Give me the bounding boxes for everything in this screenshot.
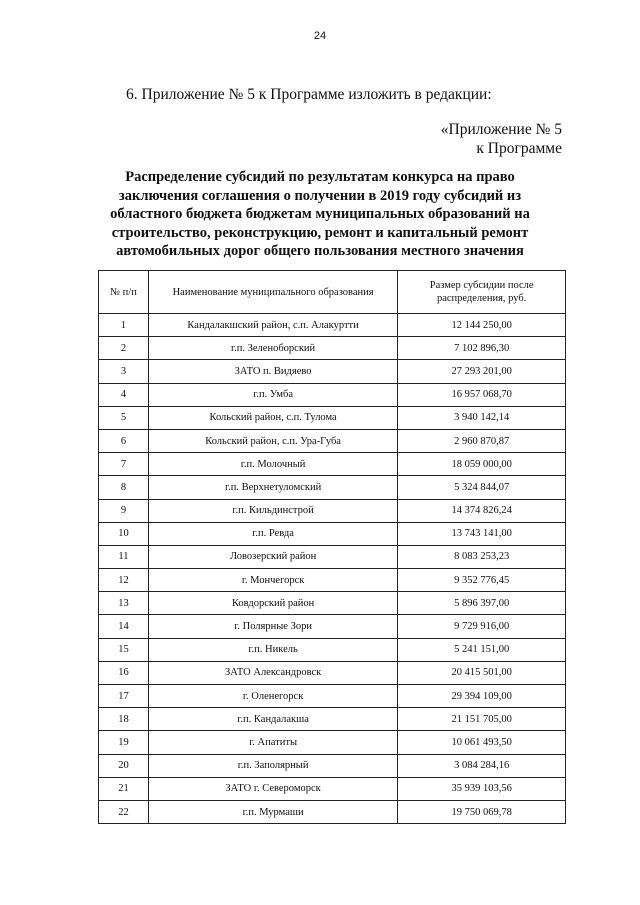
table-row — [99, 360, 566, 383]
table-row — [99, 314, 566, 337]
municipality-name: г.п. Верхнетуломский — [148, 476, 397, 499]
subsidy-amount: 21 151 705,00 — [398, 708, 566, 731]
table-row — [99, 545, 566, 568]
appendix-line-1: «Приложение № 5 — [440, 121, 562, 138]
table-body — [99, 314, 566, 824]
table-row — [99, 406, 566, 429]
municipality-name: г.п. Молочный — [148, 453, 397, 476]
row-number: 4 — [99, 383, 149, 406]
table-row — [99, 754, 566, 777]
municipality-name: г.п. Умба — [148, 383, 397, 406]
table-row — [99, 429, 566, 452]
row-number: 3 — [99, 360, 149, 383]
table-row — [99, 522, 566, 545]
table-row — [99, 731, 566, 754]
document-title — [60, 168, 580, 261]
row-number: 16 — [99, 661, 149, 684]
row-number: 20 — [99, 754, 149, 777]
subsidy-amount: 27 293 201,00 — [398, 360, 566, 383]
municipality-name: г.п. Мурмаши — [148, 800, 397, 823]
table-row — [99, 615, 566, 638]
municipality-name: ЗАТО п. Видяево — [148, 360, 397, 383]
row-number: 10 — [99, 522, 149, 545]
row-number: 18 — [99, 708, 149, 731]
municipality-name: г. Оленегорск — [148, 685, 397, 708]
subsidy-amount: 5 324 844,07 — [398, 476, 566, 499]
table-row — [99, 638, 566, 661]
title-line-3: областного бюджета бюджетам муниципальных образований на — [110, 206, 530, 222]
row-number: 12 — [99, 569, 149, 592]
municipality-name: г.п. Кандалакша — [148, 708, 397, 731]
header-municipality: Наименование муниципального образования — [148, 271, 397, 314]
subsidy-amount: 3 084 284,16 — [398, 754, 566, 777]
municipality-name: Ловозерский район — [148, 545, 397, 568]
subsidy-amount: 10 061 493,50 — [398, 731, 566, 754]
subsidy-amount: 18 059 000,00 — [398, 453, 566, 476]
title-line-1: Распределение субсидий по результатам конкурса на право — [125, 169, 515, 185]
subsidy-amount: 20 415 501,00 — [398, 661, 566, 684]
subsidy-amount: 5 241 151,00 — [398, 638, 566, 661]
row-number: 14 — [99, 615, 149, 638]
subsidy-amount: 14 374 826,24 — [398, 499, 566, 522]
municipality-name: Кольский район, с.п. Тулома — [148, 406, 397, 429]
subsidy-amount: 19 750 069,78 — [398, 800, 566, 823]
table-row — [99, 685, 566, 708]
subsidy-amount: 35 939 103,56 — [398, 777, 566, 800]
table-row — [99, 569, 566, 592]
municipality-name: г. Апатиты — [148, 731, 397, 754]
row-number: 17 — [99, 685, 149, 708]
subsidy-amount: 8 083 253,23 — [398, 545, 566, 568]
table-row — [99, 592, 566, 615]
title-line-2: заключения соглашения о получении в 2019 году субсидий из — [118, 187, 522, 204]
appendix-reference — [441, 120, 562, 158]
table-row — [99, 499, 566, 522]
subsidy-amount: 16 957 068,70 — [398, 383, 566, 406]
subsidy-amount: 7 102 896,30 — [398, 337, 566, 360]
title-line-5: автомобильных дорог общего пользования местного значения — [116, 243, 524, 259]
table-row — [99, 708, 566, 731]
municipality-name: г.п. Зеленоборский — [148, 337, 397, 360]
title-line-4: строительство, реконструкцию, ремонт и капитальный ремонт — [111, 224, 529, 241]
row-number: 6 — [99, 429, 149, 452]
subsidy-amount: 2 960 870,87 — [398, 429, 566, 452]
header-number: № п/п — [99, 271, 149, 314]
row-number: 2 — [99, 337, 149, 360]
row-number: 5 — [99, 406, 149, 429]
subsidy-amount: 29 394 109,00 — [398, 685, 566, 708]
subsidy-amount: 13 743 141,00 — [398, 522, 566, 545]
table-row — [99, 453, 566, 476]
municipality-name: г. Мончегорск — [148, 569, 397, 592]
subsidy-amount: 3 940 142,14 — [398, 406, 566, 429]
row-number: 9 — [99, 499, 149, 522]
intro-paragraph: 6. Приложение № 5 к Программе изложить в редакции: — [126, 86, 492, 103]
header-subsidy-amount: Размер субсидии после распределения, руб. — [398, 271, 566, 314]
row-number: 22 — [99, 800, 149, 823]
row-number: 11 — [99, 545, 149, 568]
municipality-name: Кандалакшский район, с.п. Алакуртти — [148, 314, 397, 337]
row-number: 1 — [99, 314, 149, 337]
row-number: 19 — [99, 731, 149, 754]
municipality-name: Кольский район, с.п. Ура-Губа — [148, 429, 397, 452]
municipality-name: г.п. Заполярный — [148, 754, 397, 777]
row-number: 8 — [99, 476, 149, 499]
municipality-name: Ковдорский район — [148, 592, 397, 615]
row-number: 7 — [99, 453, 149, 476]
appendix-line-2: к Программе — [476, 140, 562, 157]
municipality-name: ЗАТО Александровск — [148, 661, 397, 684]
table-row — [99, 800, 566, 823]
table-header-row — [99, 271, 566, 314]
municipality-name: ЗАТО г. Североморск — [148, 777, 397, 800]
table-row — [99, 383, 566, 406]
table-row — [99, 661, 566, 684]
row-number: 13 — [99, 592, 149, 615]
subsidy-amount: 5 896 397,00 — [398, 592, 566, 615]
subsidy-table — [98, 270, 566, 824]
table-row — [99, 777, 566, 800]
subsidy-amount: 12 144 250,00 — [398, 314, 566, 337]
municipality-name: г.п. Никель — [148, 638, 397, 661]
page-number: 24 — [313, 30, 327, 42]
table-row — [99, 476, 566, 499]
municipality-name: г.п. Кильдинстрой — [148, 499, 397, 522]
table-row — [99, 337, 566, 360]
municipality-name: г.п. Ревда — [148, 522, 397, 545]
row-number: 21 — [99, 777, 149, 800]
subsidy-amount: 9 729 916,00 — [398, 615, 566, 638]
row-number: 15 — [99, 638, 149, 661]
subsidy-amount: 9 352 776,45 — [398, 569, 566, 592]
municipality-name: г. Полярные Зори — [148, 615, 397, 638]
